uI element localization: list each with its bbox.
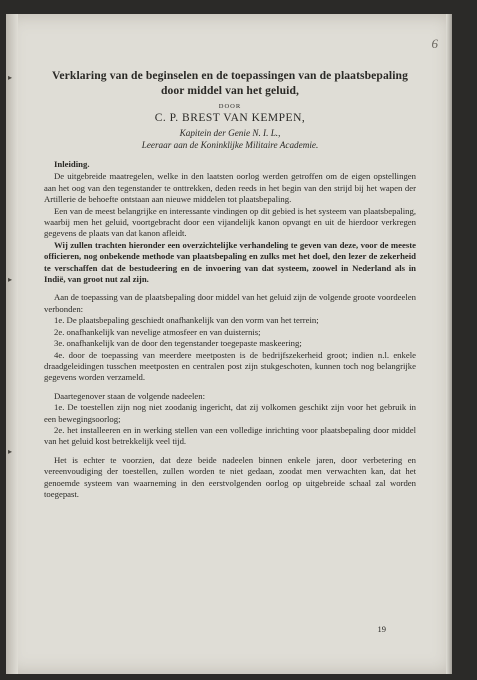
paragraph: Daartegenover staan de volgende nadeelen: xyxy=(54,390,205,401)
page-edge xyxy=(446,14,452,674)
paragraph: De uitgebreide maatregelen, welke in den laatsten oorlog werden getroffen om de eigen opstellingen aan het oog van den tegenstander te onttrekken, deden reeds in het begin van den strijd bij het wapen der Artillerie de behoefte ontstaan aan nieuwe middelen tot plaatsbepaling. xyxy=(44,171,416,205)
author-name: C. P. BREST VAN KEMPEN, xyxy=(154,112,306,124)
list-item: 4e. door de toepassing van meerdere meetposten is de bedrijfszekerheid groot; indien n.l. enkele draadgeleidingen tusschen meetposten en centralen post zijn stukgeschoten, kunnen toch nog belangrijke gegevens worden verzameld. xyxy=(44,349,416,383)
author-rank: Kapitein der Genie N. I. L., xyxy=(179,128,281,138)
article-content xyxy=(44,68,416,500)
page-spine xyxy=(6,14,18,674)
margin-mark: ▸ xyxy=(8,73,13,82)
article-body xyxy=(44,159,416,500)
document-page xyxy=(6,14,452,674)
list-item: 1e. De toestellen zijn nog niet zoodanig ingericht, dat zij volkomen geschikt zijn voor het gebruik in een bewegingsoorlog; xyxy=(44,402,416,424)
paragraph: Wij zullen trachten hieronder een overzichtelijke verhandeling te geven van deze, voor de meeste officieren, nog onbekende methode van plaatsbepaling en zulks met het doel, den lezer de zekerheid te verschaffen dat de bestudeering en de invoering van dat systeem, zoowel in Nederland als in Indië, van groot nut zal zijn. xyxy=(44,239,416,285)
list-item: 2e. onafhankelijk van nevelige atmosfeer en van duisternis; xyxy=(54,326,261,337)
article-title: Verklaring van de beginselen en de toepassingen van de plaatsbepaling door middel van het geluid, xyxy=(52,69,408,97)
list-item: 2e. het installeeren en in werking stellen van een volledige inrichting voor plaatsbepaling door middel van het geluid kost betrekkelijk veel tijd. xyxy=(44,424,416,447)
byline-label: DOOR xyxy=(218,103,242,110)
list-item: 3e. onafhankelijk van de door den tegenstander toegepaste maskeering; xyxy=(54,338,302,349)
paragraph: Een van de meest belangrijke en interessante vindingen op dit gebied is het systeem van plaatsbepaling, waarbij men het geluid, voortgebracht door een vijandelijk kanon opvangt en uit de hierdoor verkregen gegevens de plaats van dat kanon afleidt. xyxy=(44,205,416,239)
margin-mark: ▸ xyxy=(8,275,13,284)
section-heading: Inleiding. xyxy=(54,159,90,169)
paragraph: Het is echter te voorzien, dat deze beide nadeelen binnen enkele jaren, door verbetering en vereenvoudiging der toestellen, zullen worden te niet gedaan, zoodat men verwachten kan, dat het genoemde systeem van waarneming in den eerstvolgenden oorlog op uitgebreide schaal zal worden toegepast. xyxy=(44,454,416,499)
paragraph: Aan de toepassing van de plaatsbepaling door middel van het geluid zijn de volgende groote voordeelen verbonden: xyxy=(44,292,416,314)
page-corner-mark: 6 xyxy=(431,36,438,51)
author-position: Leeraar aan de Koninklijke Militaire Academie. xyxy=(141,140,319,150)
page-number: 19 xyxy=(377,624,386,634)
list-item: 1e. De plaatsbepaling geschiedt onafhankelijk van den vorm van het terrein; xyxy=(54,315,319,326)
margin-mark: ▸ xyxy=(8,447,13,456)
